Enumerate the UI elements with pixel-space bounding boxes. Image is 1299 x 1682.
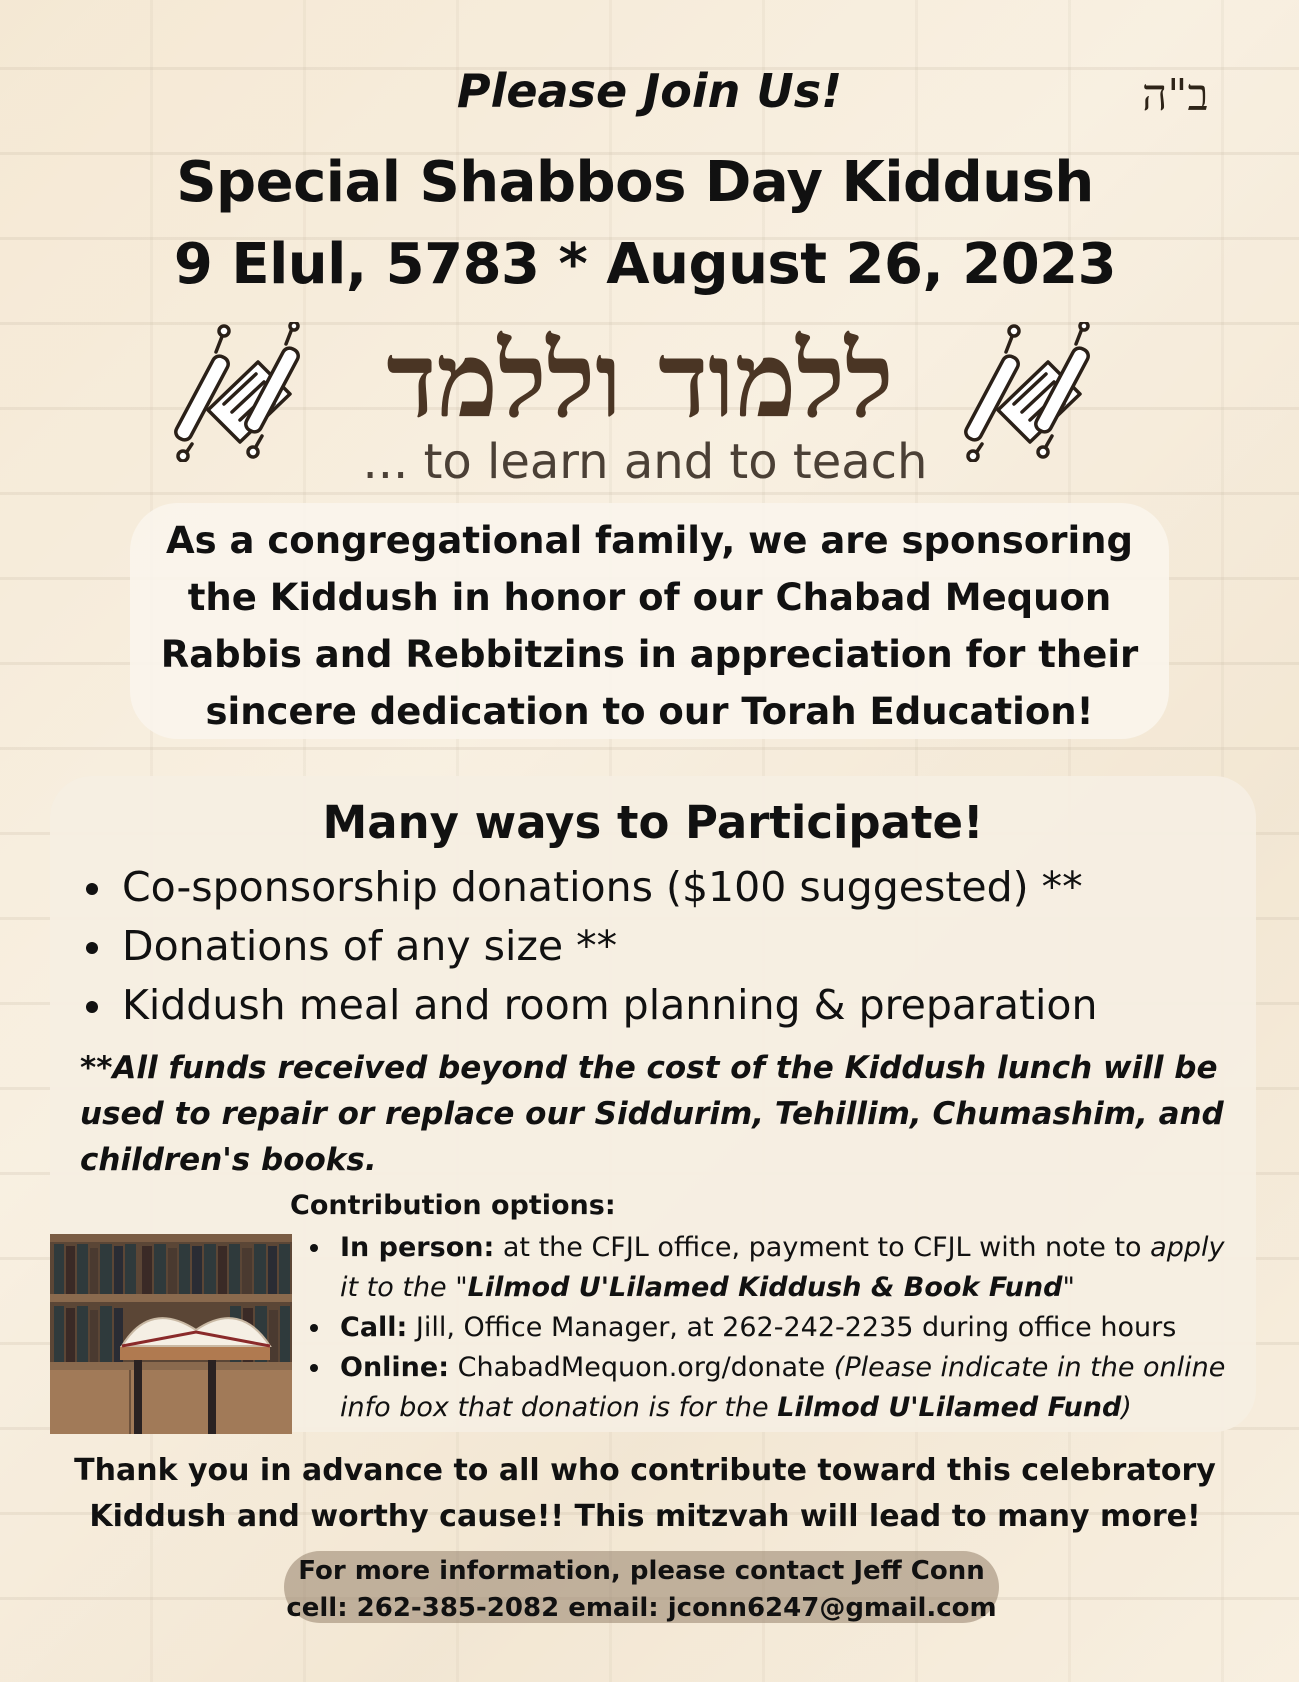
contact-line: For more information, please contact Jeff Conn bbox=[298, 1556, 985, 1586]
option-italic-end: " bbox=[1062, 1272, 1075, 1303]
option-label: Call: bbox=[340, 1312, 408, 1343]
option-in-person bbox=[300, 1228, 1245, 1308]
subtitle: ... to learn and to teach bbox=[362, 434, 928, 490]
option-call bbox=[300, 1308, 1245, 1348]
option-italic-end: ) bbox=[1121, 1392, 1132, 1423]
participation-list bbox=[80, 858, 1230, 1035]
list-item: Co-sponsorship donations ($100 suggested) ** bbox=[80, 858, 1230, 917]
option-text: at the CFJL office, payment to CFJL with note to bbox=[494, 1232, 1151, 1263]
event-date: 9 Elul, 5783 * August 26, 2023 bbox=[173, 232, 1117, 297]
contact-line: cell: 262-385-2082 email: jconn6247@gmail.com bbox=[286, 1593, 997, 1623]
list-item: Kiddush meal and room planning & preparation bbox=[80, 976, 1230, 1035]
contact-info bbox=[284, 1553, 999, 1627]
option-label: In person: bbox=[340, 1232, 495, 1263]
fund-name: Lilmod U'Lilamed Fund bbox=[777, 1392, 1122, 1423]
contribution-title: Contribution options: bbox=[290, 1190, 616, 1221]
option-text: Jill, Office Manager, at 262-242-2235 during office hours bbox=[407, 1312, 1177, 1343]
bh-mark: ב"ה bbox=[1142, 70, 1209, 121]
contribution-options bbox=[300, 1228, 1245, 1428]
option-text: ChabadMequon.org/donate bbox=[449, 1352, 834, 1383]
event-title: Special Shabbos Day Kiddush bbox=[176, 150, 1094, 215]
option-italic: (Please indicate in the online info box that donation is for the bbox=[340, 1352, 1226, 1423]
participation-title: Many ways to Participate! bbox=[322, 796, 984, 849]
option-online bbox=[300, 1348, 1245, 1428]
funds-note: **All funds received beyond the cost of the Kiddush lunch will be used to repair or replace our Siddurim, Tehillim, Chumashim, and children's books. bbox=[80, 1050, 1224, 1178]
thank-you-message bbox=[0, 1448, 1290, 1540]
hebrew-title: ללמוד וללמד bbox=[386, 318, 894, 441]
thank-you-line: Thank you in advance to all who contribute toward this celebratory bbox=[74, 1453, 1216, 1488]
thank-you-line: Kiddush and worthy cause!! This mitzvah will lead to many more! bbox=[89, 1499, 1201, 1534]
list-item: Donations of any size ** bbox=[80, 917, 1230, 976]
option-label: Online: bbox=[340, 1352, 450, 1383]
option-italic: apply it to the " bbox=[340, 1232, 1225, 1303]
honor-text: As a congregational family, we are sponsoring the Kiddush in honor of our Chabad Mequon Rabbis and Rebbitzins in appreciation for their sincere dedication to our Torah Education! bbox=[160, 519, 1139, 733]
bookshelf-photo bbox=[50, 1234, 292, 1434]
invite-heading: Please Join Us! bbox=[456, 64, 843, 118]
fund-name: Lilmod U'Lilamed Kiddush & Book Fund bbox=[467, 1272, 1063, 1303]
